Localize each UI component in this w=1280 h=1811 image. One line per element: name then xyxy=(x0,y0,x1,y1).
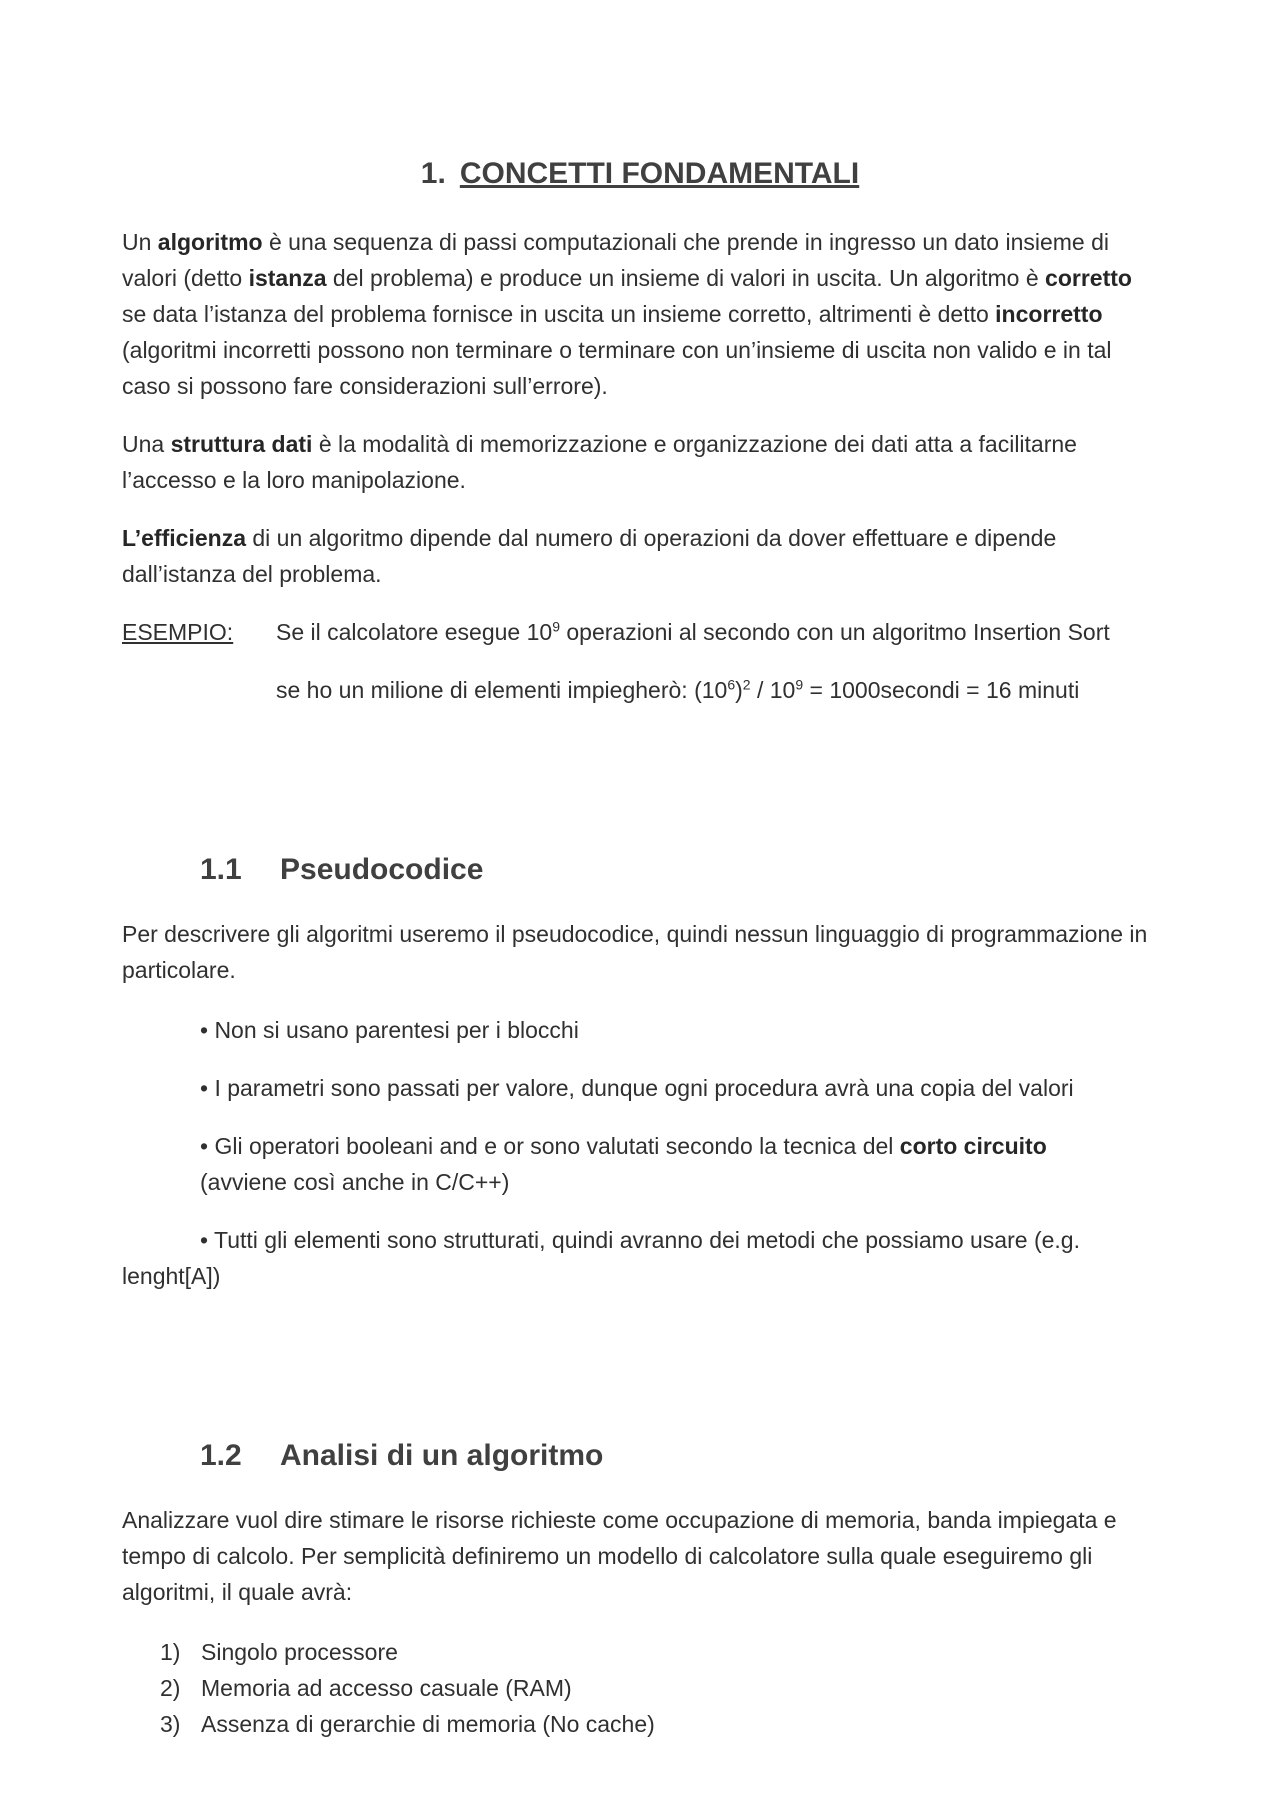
list-item: • Tutti gli elementi sono strutturati, quindi avranno dei metodi che possiamo usare (e.g. lenght[A]) xyxy=(122,1227,1080,1289)
example-line-2: se ho un milione di elementi impiegherò: $(10^6)^2 / 10^9$ = 1000secondi = 16 minuti xyxy=(276,676,1080,703)
example-line-1: Se il calcolatore esegue $10^9$ operazioni al secondo con un algoritmo Insertion Sort xyxy=(276,618,1110,645)
paragraph-analisi-intro: Analizzare vuol dire stimare le risorse richieste come occupazione di memoria, banda impiegata e tempo di calcolo. Per semplicità definiremo un modello di calcolatore sulla quale eseguiremo gli algoritmi, il quale avrà: xyxy=(122,1507,1117,1605)
page-title xyxy=(0,154,1280,194)
paragraph-pseudocodice-intro: Per descrivere gli algoritmi useremo il pseudocodice, quindi nessun linguaggio di programmazione in particolare. xyxy=(122,921,1148,983)
list-item: • Gli operatori booleani and e or sono valutati secondo la tecnica del corto circuito (avviene così anche in C/C++) xyxy=(200,1133,1047,1195)
list-item: • I parametri sono passati per valore, dunque ogni procedura avrà una copia del valori xyxy=(200,1075,1074,1101)
section-heading-pseudocodice: 1.1 Pseudocodice xyxy=(200,853,484,886)
title-text: CONCETTI FONDAMENTALI xyxy=(459,157,860,190)
title-number: 1. xyxy=(420,157,446,190)
list-item: • Non si usano parentesi per i blocchi xyxy=(200,1017,579,1043)
paragraph-struttura-dati: Una struttura dati è la modalità di memorizzazione e organizzazione dei dati atta a facilitarne l’accesso e la loro manipolazione. xyxy=(122,431,1077,493)
section-heading-analisi: 1.2 Analisi di un algoritmo xyxy=(200,1439,604,1472)
list-item: 3) Assenza di gerarchie di memoria (No cache) xyxy=(160,1711,655,1737)
paragraph-efficienza: L’efficienza di un algoritmo dipende dal numero di operazioni da dover effettuare e dipende dall’istanza del problema. xyxy=(122,525,1057,587)
list-item: 1) Singolo processore xyxy=(160,1639,398,1665)
example-label: ESEMPIO: xyxy=(122,619,234,645)
paragraph-algoritmo: Un algoritmo è una sequenza di passi computazionali che prende in ingresso un dato insieme di valori (detto istanza del problema) e produce un insieme di valori in uscita. Un algoritmo è corretto se data l’istanza del problema fornisce in uscita un insieme corretto, altrimenti è detto incorretto (algoritmi incorretti possono non terminare o terminare con un’insieme di uscita non valido e in tal caso si possono fare considerazioni sull’errore). xyxy=(122,229,1132,399)
list-item: 2) Memoria ad accesso casuale (RAM) xyxy=(160,1675,572,1701)
